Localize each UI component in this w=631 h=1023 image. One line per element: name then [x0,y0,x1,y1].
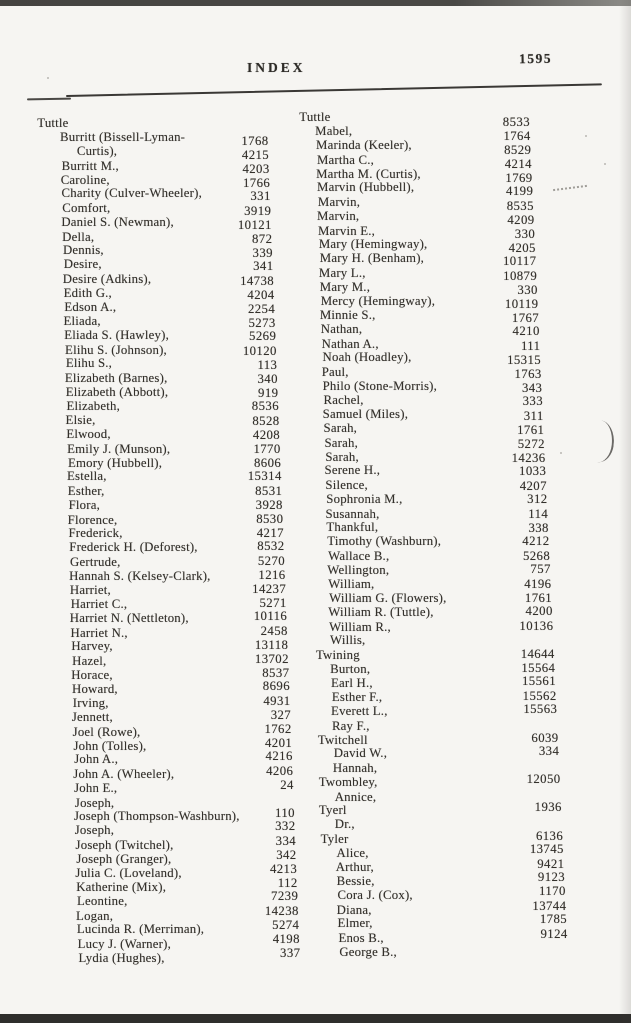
entry-page-number: 4214 [504,157,532,172]
entry-name: Nathan, [320,321,363,336]
entry-name: Twombley, [318,774,378,789]
entry-name: Frederick, [68,526,123,541]
entry-name: David W., [333,746,388,761]
index-line [300,323,576,337]
entry-page-number: 6136 [535,828,564,843]
entry-name: Everett L., [331,704,388,719]
index-line [300,138,576,157]
entry-name: Martha M. (Curtis), [316,166,421,181]
entry-name: William, [328,577,375,592]
index-line [36,400,312,414]
entry-name: William G. (Flowers), [329,591,447,606]
index-line [300,946,576,960]
entry-page-number: 1216 [258,567,286,582]
entry-page-number: 8533 [502,114,530,129]
entry-page-number: 342 [276,847,297,862]
index-line [36,777,312,796]
index-line [300,152,576,172]
entry-page-number: 5270 [257,554,286,569]
entry-page-number: 15561 [522,674,556,689]
entry-page-number: 14238 [264,904,299,919]
index-line [300,351,576,365]
entry-page-number: 757 [530,562,551,577]
entry-page-number: 331 [250,189,271,204]
entry-name: Elizabeth, [66,398,121,413]
index-line [300,281,576,295]
entry-page-number: 4198 [272,932,300,947]
entry-name: Joseph (Twitchel), [75,837,174,852]
entry-page-number: 5268 [522,548,551,563]
entry-page-number: 311 [523,409,544,423]
index-line [300,818,576,832]
index-line [300,180,576,199]
entry-page-number: 24 [280,777,294,792]
entry-name: Marvin, [317,208,360,223]
entry-page-number: 338 [528,520,549,535]
index-line [36,315,312,329]
entry-name: Tuttle [299,109,331,124]
entry-name: Della, [62,229,95,244]
entry-page-number: 872 [252,232,273,247]
entry-page-number: 1769 [505,170,533,185]
entry-page-number: 7239 [271,889,299,904]
entry-page-number: 4209 [507,212,535,227]
index-line [300,493,576,507]
entry-page-number: 112 [277,875,298,890]
entry-name: Twining [315,648,360,663]
entry-page-number: 1766 [243,175,271,190]
entry-name: Mabel, [315,124,353,139]
entry-name: Willis, [330,633,366,648]
scan-speck [560,452,562,454]
entry-page-number: 312 [527,492,548,507]
entry-page-number: 4212 [522,534,550,549]
entry-name: Burritt (Bissell-Lyman- [60,130,186,145]
entry-page-number: 8529 [504,142,532,157]
entry-name: Joseph, [74,823,115,837]
entry-page-number: 4217 [256,525,284,540]
entry-name: Silence, [325,478,368,493]
index-line [36,945,312,966]
entry-name: Katherine (Mix), [76,880,167,895]
index-line [300,744,576,761]
index-line [36,287,312,301]
entry-name: Mary L., [318,265,366,280]
entry-page-number: 15563 [523,702,558,717]
entry-name: Sarah, [324,435,358,450]
entry-page-number: 332 [275,819,296,834]
index-line [300,309,576,323]
index-line [300,606,576,620]
entry-name: Joseph, [74,795,115,810]
entry-name: Philo (Stone-Morris), [322,378,437,393]
entry-name: Dr., [334,817,355,831]
entry-page-number: 4200 [525,604,553,619]
entry-page-number: 330 [514,227,536,242]
entry-name: Diana, [336,902,372,917]
entry-page-number: 1936 [534,800,562,815]
entry-page-number: 4206 [266,764,294,779]
entry-name: Mary H. (Benham), [319,251,425,265]
entry-page-number: 4207 [519,478,547,493]
entry-name: Mary (Hemingway), [318,237,428,252]
entry-name: Harriet N. (Nettleton), [69,610,189,625]
entry-page-number: 5274 [272,917,300,932]
entry-page-number: 10116 [253,609,288,624]
index-line [300,842,576,861]
entry-page-number: 8535 [506,199,534,214]
entry-page-number: 1170 [539,883,566,898]
entry-name: Edith G., [63,285,112,300]
entry-name: Elihu S. (Johnson), [65,342,167,357]
index-line [300,702,576,719]
entry-name: William R. (Tuttle), [328,604,434,619]
index-line [36,273,312,287]
entry-name: Caroline, [60,172,110,187]
entry-name: Nathan A., [321,336,379,351]
index-line [300,251,576,269]
entry-name: Harriet N., [70,625,128,640]
index-line [36,329,312,343]
index-line [300,912,576,931]
scan-bottom-edge-bar [0,1014,631,1023]
entry-page-number: 1763 [514,367,542,382]
entry-name: Eliada, [63,314,101,329]
entry-name: Florence, [67,512,118,527]
entry-name: Leontine, [77,893,128,908]
entry-name: Samuel (Miles), [322,407,409,422]
pen-mark-artifact [595,420,616,464]
entry-page-number: 1033 [519,464,547,479]
entry-page-number: 4196 [524,577,552,592]
entry-page-number: 919 [258,385,279,400]
entry-name: John A., [74,752,119,767]
entry-page-number: 8536 [251,399,279,414]
entry-name: Enos B., [338,931,384,946]
entry-page-number: 1768 [241,134,269,149]
entry-name: Joseph (Thompson-Washburn), [73,809,240,824]
header-rule-dash [27,98,71,100]
entry-page-number: 15564 [521,660,556,675]
entry-page-number: 113 [257,357,278,372]
entry-name: Serene H., [324,463,381,478]
entry-name: Hannah S. (Kelsey-Clark), [69,568,211,583]
index-line [300,870,576,889]
entry-name: Ray F., [331,718,370,733]
entry-name: Elmer, [337,916,373,931]
entry-page-number: 4216 [265,749,293,764]
entry-name: Gertrude, [70,554,121,569]
entry-page-number: 4205 [508,240,536,255]
entry-page-number: 10117 [502,254,537,269]
entry-name: Burton, [330,661,371,676]
entry-page-number: 5272 [517,437,545,452]
entry-name: Marvin E., [317,223,376,238]
entry-name: Marinda (Keeler), [316,138,412,153]
entry-page-number: 343 [521,380,543,395]
entry-page-number: 111 [520,339,541,354]
entry-page-number: 327 [270,707,292,722]
entry-name: Desire (Adkins), [62,271,152,286]
entry-page-number: 334 [538,744,560,758]
index-line [36,386,312,400]
index-line [36,186,312,204]
entry-name: Martha C., [316,152,375,167]
entry-name: Twitchell [317,732,368,747]
entry-page-number: 12050 [526,772,561,787]
entry-name: Edson A., [64,300,117,315]
entry-name: Lydia (Hughes), [78,950,165,965]
header-rule [66,83,602,96]
entry-name: Lucinda R. (Merriman), [76,922,205,937]
entry-page-number: 3928 [255,497,283,512]
entry-name: Lucy J. (Warner), [77,937,171,952]
entry-page-number: 330 [517,282,538,297]
index-line [300,437,576,451]
entry-page-number: 114 [528,507,549,522]
entry-page-number: 9421 [537,856,565,871]
index-line [36,834,312,853]
entry-page-number: 14644 [520,647,555,662]
entry-name: George B., [339,944,397,959]
entry-name: Harriet, [69,583,111,598]
entry-name: Desire, [63,257,102,271]
entry-name: Emily J. (Munson), [67,441,171,456]
entry-page-number: 14236 [511,450,546,465]
entry-name: Tyler [320,831,349,846]
entry-name: Sarah, [325,449,359,464]
entry-name: Julia C. (Loveland), [75,866,182,881]
entry-name: Charity (Culver-Wheeler), [61,186,202,201]
entry-name: Joel (Rowe), [72,724,141,739]
entry-name: Thankful, [326,520,379,535]
index-line [36,216,312,230]
index-line [300,208,576,227]
index-line [300,394,576,408]
entry-page-number: 13745 [529,842,564,857]
index-column-left [36,117,312,977]
entry-name: Sarah, [323,421,358,436]
index-line [36,470,312,484]
entry-name: Noah (Hoadley), [322,350,412,365]
entry-name: Elizabeth (Barnes), [64,371,168,386]
entry-page-number: 2254 [247,302,276,317]
entry-name: Cora J. (Cox), [337,887,413,902]
entry-page-number: 13118 [254,637,289,652]
index-line [36,357,312,371]
entry-name: Eliada S. (Hawley), [64,327,169,342]
entry-name: Earl H., [331,675,373,690]
entry-page-number: 13744 [532,898,567,913]
entry-name: Alice, [336,845,369,860]
entry-name: Rachel, [323,392,364,407]
index-line [36,819,312,838]
entry-name: John E., [74,780,118,795]
entry-page-number: 334 [275,834,297,849]
entry-page-number: 4204 [247,287,275,302]
entry-name: Sophronia M., [326,491,403,506]
entry-page-number: 14237 [252,582,287,597]
entry-page-number: 4210 [512,324,540,339]
entry-name: Tyerl [318,803,347,818]
entry-page-number: 1785 [539,912,568,927]
entry-page-number: 4208 [252,427,281,442]
entry-page-number: 14738 [240,274,275,289]
entry-page-number: 1764 [503,129,531,144]
entry-page-number: 10120 [242,344,277,359]
index-column-right [300,111,576,971]
entry-name: Joseph (Granger), [76,851,172,866]
entry-page-number: 339 [252,245,273,260]
entry-name: Annice, [334,789,377,804]
entry-page-number: 4199 [506,184,534,199]
index-line [36,258,312,272]
entry-name: Hazel, [72,654,107,669]
entry-name: Esther, [67,484,105,499]
entry-name: Arthur, [335,860,374,875]
entry-page-number: 4203 [242,162,270,177]
index-line [36,443,312,457]
entry-page-number: 1761 [517,422,545,437]
entry-name: Harvey, [71,639,113,654]
entry-name: Estella, [67,469,107,484]
entry-page-number: 333 [522,394,543,409]
index-line [300,422,576,436]
entry-name: John (Tolles), [73,738,147,753]
entry-name: Susannah, [325,506,380,521]
entry-page-number: 5273 [248,315,276,330]
entry-name: Marvin (Hubbell), [317,180,415,195]
entry-name: William R., [329,619,391,634]
index-line [300,265,576,284]
entry-page-number: 8696 [262,679,290,694]
entry-page-number: 337 [280,945,301,960]
entry-name: Bessie, [336,874,375,889]
entry-name: Esther F., [331,690,383,705]
entry-name: Elizabeth (Abbott), [65,384,169,399]
entry-name: Burritt M., [61,158,119,173]
entry-name: Dennis, [62,243,104,258]
index-line [36,158,312,177]
entry-name: Irving, [72,696,109,711]
entry-page-number: 5271 [259,595,287,610]
entry-name: Minnie S., [319,308,376,323]
entry-page-number: 6039 [531,730,559,745]
entry-name: Elwood, [66,427,111,442]
entry-name: Tuttle [37,115,69,130]
index-line [300,380,576,394]
scan-speck [47,77,49,79]
index-line [36,428,312,442]
entry-page-number: 15315 [507,352,542,367]
entry-page-number: 1762 [264,722,292,737]
entry-page-number: 4213 [269,862,298,877]
page-right-edge-shadow [619,0,631,1023]
index-line [300,464,576,478]
index-line [36,541,312,555]
index-section-heading [300,772,576,790]
entry-name: Curtis), [76,144,118,159]
page-number: 1595 [518,50,553,67]
entry-page-number: 13702 [254,652,289,667]
entry-name: Logan, [76,908,114,923]
entry-page-number: 1770 [253,442,281,457]
entry-name: John A. (Wheeler), [73,767,175,782]
page-title: INDEX [247,60,306,75]
entry-page-number: 4215 [241,147,270,162]
entry-page-number: 110 [275,805,295,820]
entry-name: Mary M., [319,279,371,294]
entry-page-number: 8537 [262,665,290,680]
entry-page-number: 9124 [540,926,568,941]
entry-page-number: 10879 [503,269,538,284]
entry-name: Timothy (Washburn), [327,534,442,548]
entry-page-number: 10121 [237,217,272,232]
entry-name: Frederick H. (Deforest), [69,540,198,554]
entry-name: Paul, [321,365,349,380]
entry-page-number: 341 [253,259,274,274]
entry-page-number: 10119 [504,297,539,312]
index-section-heading [299,109,576,129]
entry-page-number: 4931 [263,694,291,709]
index-line [300,535,576,549]
entry-name: Emory (Hubbell), [67,455,163,470]
entry-name: Marvin, [317,195,361,210]
entry-name: Jennett, [71,710,113,725]
entry-name: Horace, [71,667,113,682]
scan-speck [604,163,606,165]
index-line [36,144,312,162]
entry-page-number: 3919 [244,204,272,219]
entry-page-number: 1761 [524,590,553,605]
entry-page-number: 8528 [252,414,280,429]
scan-top-edge-bar [0,0,631,6]
index-line [36,917,312,937]
entry-page-number: 8531 [255,484,283,499]
scan-speck [585,135,587,137]
entry-name: Harriet C., [70,597,128,612]
entry-page-number: 8532 [257,539,285,554]
entry-page-number: 8530 [256,512,284,527]
entry-name: Elsie, [65,413,96,428]
index-line [300,564,576,578]
entry-page-number: 15314 [247,469,282,484]
entry-name: Flora, [68,497,101,512]
entry-page-number: 2458 [260,624,288,639]
entry-name: Howard, [72,681,118,696]
index-section-heading [36,117,312,131]
entry-page-number: 4201 [265,735,293,750]
entry-page-number: 1767 [511,310,540,325]
entry-page-number: 8606 [254,455,282,470]
index-line [36,499,312,513]
entry-name: Wallace B., [328,548,390,563]
entry-page-number: 9123 [537,870,566,885]
entry-page-number: 15562 [522,688,557,703]
entry-page-number: 340 [257,372,278,387]
entry-page-number: 10136 [519,618,554,633]
entry-name: Mercy (Hemingway), [320,294,436,309]
entry-name: Hannah, [332,761,378,776]
entry-page-number: 5269 [249,329,277,344]
entry-name: Comfort, [62,201,111,216]
entry-name: Wellington, [327,562,390,577]
entry-name: Daniel S. (Newman), [61,214,174,229]
entry-name: Elihu S., [65,356,113,371]
